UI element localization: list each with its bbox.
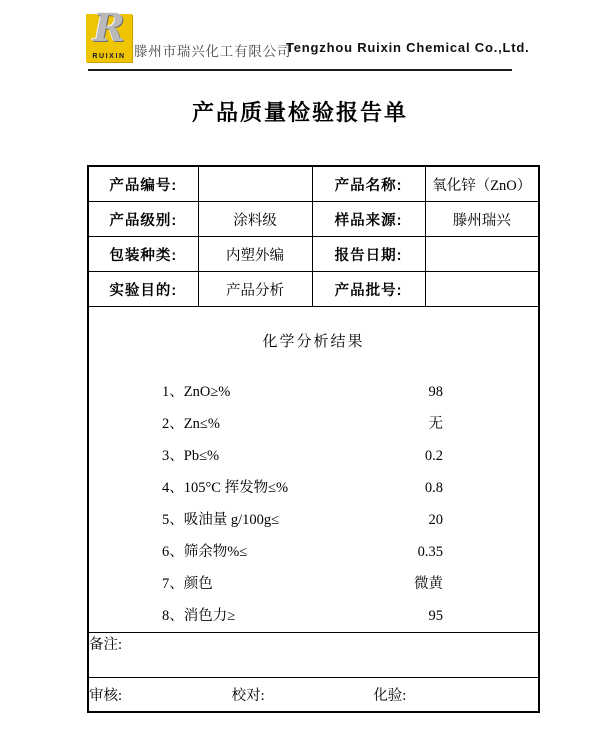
analysis-item-value: 微黄 (414, 576, 443, 592)
company-logo (86, 5, 132, 62)
product-grade-label: 产品级别: (88, 202, 198, 237)
table-row (88, 678, 539, 713)
product-code-value (198, 166, 312, 202)
remarks-label: 备注: (89, 637, 123, 653)
product-name-label: 产品名称: (312, 166, 425, 202)
analysis-item (89, 408, 538, 440)
table-row (88, 237, 539, 272)
company-name-en: Tengzhou Ruixin Chemical Co.,Ltd. (286, 40, 530, 55)
signature-assay-label: 化验: (373, 688, 407, 704)
analysis-item (89, 536, 538, 568)
analysis-item-label: 3、Pb≤% (162, 448, 220, 464)
table-row (88, 166, 539, 202)
header-divider (88, 69, 512, 71)
analysis-item (89, 568, 538, 600)
table-row (88, 633, 539, 678)
table-row (88, 202, 539, 237)
table-row (88, 307, 539, 633)
company-name-cn: 滕州市瑞兴化工有限公司 (134, 44, 292, 60)
analysis-item-label: 6、筛余物%≤ (162, 544, 248, 560)
product-code-label: 产品编号: (88, 166, 198, 202)
analysis-item (89, 376, 538, 408)
analysis-item-label: 4、105°C 挥发物≤% (162, 480, 289, 496)
table-row (88, 272, 539, 307)
analysis-item-value: 98 (428, 384, 443, 400)
analysis-item-label: 5、吸油量 g/100g≤ (162, 512, 280, 528)
analysis-item-label: 7、颜色 (162, 576, 213, 592)
analysis-items-list (89, 376, 538, 632)
logo-r-icon: R (93, 5, 125, 50)
analysis-item-value: 无 (428, 416, 443, 432)
report-date-label: 报告日期: (312, 237, 425, 272)
signature-proofread-label: 校对: (231, 688, 265, 704)
analysis-section (88, 307, 539, 633)
product-name-value: 氧化锌（ZnO） (425, 166, 539, 202)
logo-brand-text: RUIXIN (92, 53, 126, 60)
analysis-item (89, 440, 538, 472)
packaging-type-value: 内塑外编 (198, 237, 312, 272)
sample-source-value: 滕州瑞兴 (425, 202, 539, 237)
test-purpose-label: 实验目的: (88, 272, 198, 307)
packaging-type-label: 包装种类: (88, 237, 198, 272)
signature-review-label: 审核: (89, 688, 123, 704)
remarks-cell (88, 633, 539, 678)
batch-number-value (425, 272, 539, 307)
analysis-item-value: 0.8 (424, 480, 443, 496)
analysis-item (89, 504, 538, 536)
analysis-item-value: 95 (428, 608, 443, 624)
analysis-item (89, 472, 538, 504)
report-date-value (425, 237, 539, 272)
report-table (87, 165, 540, 713)
analysis-item-label: 1、ZnO≥% (162, 384, 231, 400)
analysis-item-value: 0.35 (417, 544, 443, 560)
analysis-item-label: 8、消色力≥ (162, 608, 236, 624)
analysis-item (89, 600, 538, 632)
analysis-item-value: 20 (428, 512, 443, 528)
product-grade-value: 涂料级 (198, 202, 312, 237)
batch-number-label: 产品批号: (312, 272, 425, 307)
analysis-item-value: 0.2 (424, 448, 443, 464)
signatures-cell (88, 678, 539, 713)
analysis-section-title: 化学分析结果 (262, 334, 365, 350)
test-purpose-value: 产品分析 (198, 272, 312, 307)
report-title: 产品质量检验报告单 (191, 100, 408, 125)
sample-source-label: 样品来源: (312, 202, 425, 237)
analysis-item-label: 2、Zn≤% (162, 416, 220, 432)
